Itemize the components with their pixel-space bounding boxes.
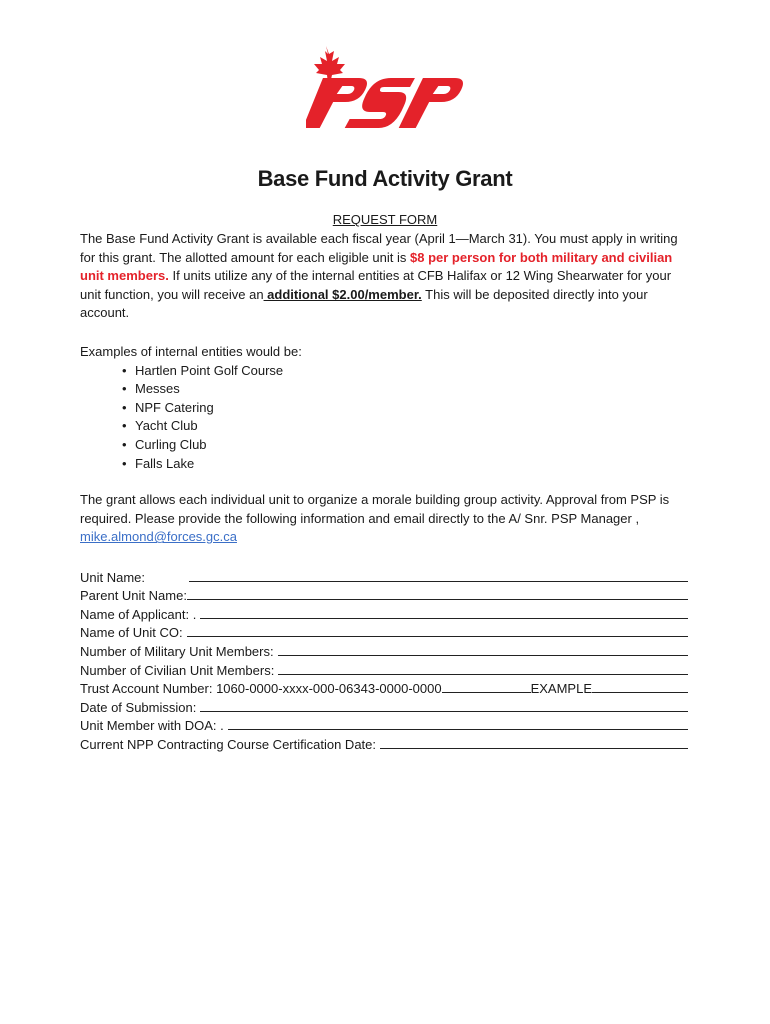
grant-paragraph bbox=[80, 491, 694, 547]
trust-account-example: EXAMPLE bbox=[530, 681, 592, 697]
list-item: • NPF Catering bbox=[122, 399, 694, 418]
applicant-name-field bbox=[80, 603, 688, 622]
email-link[interactable]: mike.almond@forces.gc.ca bbox=[80, 529, 237, 545]
list-item: • Messes bbox=[122, 380, 694, 399]
trust-account-input[interactable] bbox=[442, 691, 531, 693]
parent-unit-name-field bbox=[80, 585, 688, 604]
intro-text-2: If units utilize any of the internal entities at CFB Halifax or 12 Wing Shearwater for your unit function, you will receive an bbox=[80, 268, 672, 302]
examples-list bbox=[80, 362, 694, 474]
trust-account-extra-input[interactable] bbox=[592, 691, 688, 693]
additional-amount: additional $2.00/member. bbox=[263, 286, 422, 302]
applicant-name-label: Name of Applicant: . bbox=[80, 606, 197, 622]
page-title: Base Fund Activity Grant bbox=[257, 166, 513, 191]
npp-cert-input[interactable] bbox=[380, 747, 688, 749]
military-members-input[interactable] bbox=[278, 654, 688, 656]
applicant-name-input[interactable] bbox=[200, 617, 688, 619]
maple-leaf-icon bbox=[306, 44, 464, 134]
unit-co-label: Name of Unit CO: bbox=[80, 625, 183, 641]
civilian-members-field bbox=[80, 659, 688, 678]
parent-unit-name-label: Parent Unit Name: bbox=[80, 588, 187, 604]
member-doa-input[interactable] bbox=[228, 728, 688, 730]
date-submission-input[interactable] bbox=[200, 710, 688, 712]
intro-paragraph bbox=[80, 230, 694, 323]
list-item: • Hartlen Point Golf Course bbox=[122, 362, 694, 381]
civilian-members-input[interactable] bbox=[278, 673, 688, 675]
examples-section bbox=[80, 343, 694, 473]
npp-cert-field bbox=[80, 733, 688, 752]
civilian-members-label: Number of Civilian Unit Members: bbox=[80, 662, 275, 678]
psp-logo bbox=[306, 44, 464, 134]
list-item: • Falls Lake bbox=[122, 455, 694, 474]
list-item: • Yacht Club bbox=[122, 417, 694, 436]
military-members-field bbox=[80, 640, 688, 659]
form-subtitle: REQUEST FORM bbox=[332, 212, 438, 227]
examples-heading: Examples of internal entities would be: bbox=[80, 344, 302, 359]
grant-amount-highlight: $8 per person for both military and civilian unit members. bbox=[80, 249, 673, 284]
date-submission-field bbox=[80, 696, 688, 715]
member-doa-label: Unit Member with DOA: . bbox=[80, 718, 224, 734]
military-members-label: Number of Military Unit Members: bbox=[80, 643, 274, 659]
member-doa-field bbox=[80, 715, 688, 734]
npp-cert-label: Current NPP Contracting Course Certification Date: bbox=[80, 736, 376, 752]
intro-text-1: The Base Fund Activity Grant is available each fiscal year (April 1—March 31). You must apply in writing for this grant. The allotted amount for each eligible unit is bbox=[80, 231, 678, 265]
intro-text-3: This will be deposited directly into your account. bbox=[80, 286, 648, 321]
trust-account-field bbox=[80, 678, 688, 697]
unit-name-label: Unit Name: bbox=[80, 569, 146, 585]
unit-name-input[interactable] bbox=[189, 580, 688, 582]
unit-co-field bbox=[80, 622, 688, 641]
unit-co-input[interactable] bbox=[187, 635, 688, 637]
unit-name-field bbox=[80, 566, 688, 585]
trust-account-label: Trust Account Number: 1060-0000-xxxx-000-06343-0000-0000 bbox=[80, 681, 442, 697]
application-fields bbox=[80, 566, 688, 752]
date-submission-label: Date of Submission: bbox=[80, 699, 197, 715]
grant-text: The grant allows each individual unit to organize a morale building group activity. Approval from PSP is required. Please provide the following information and email directly to the A/ Snr. PSP Manager , bbox=[80, 492, 670, 526]
list-item: • Curling Club bbox=[122, 436, 694, 455]
parent-unit-name-input[interactable] bbox=[187, 598, 688, 600]
